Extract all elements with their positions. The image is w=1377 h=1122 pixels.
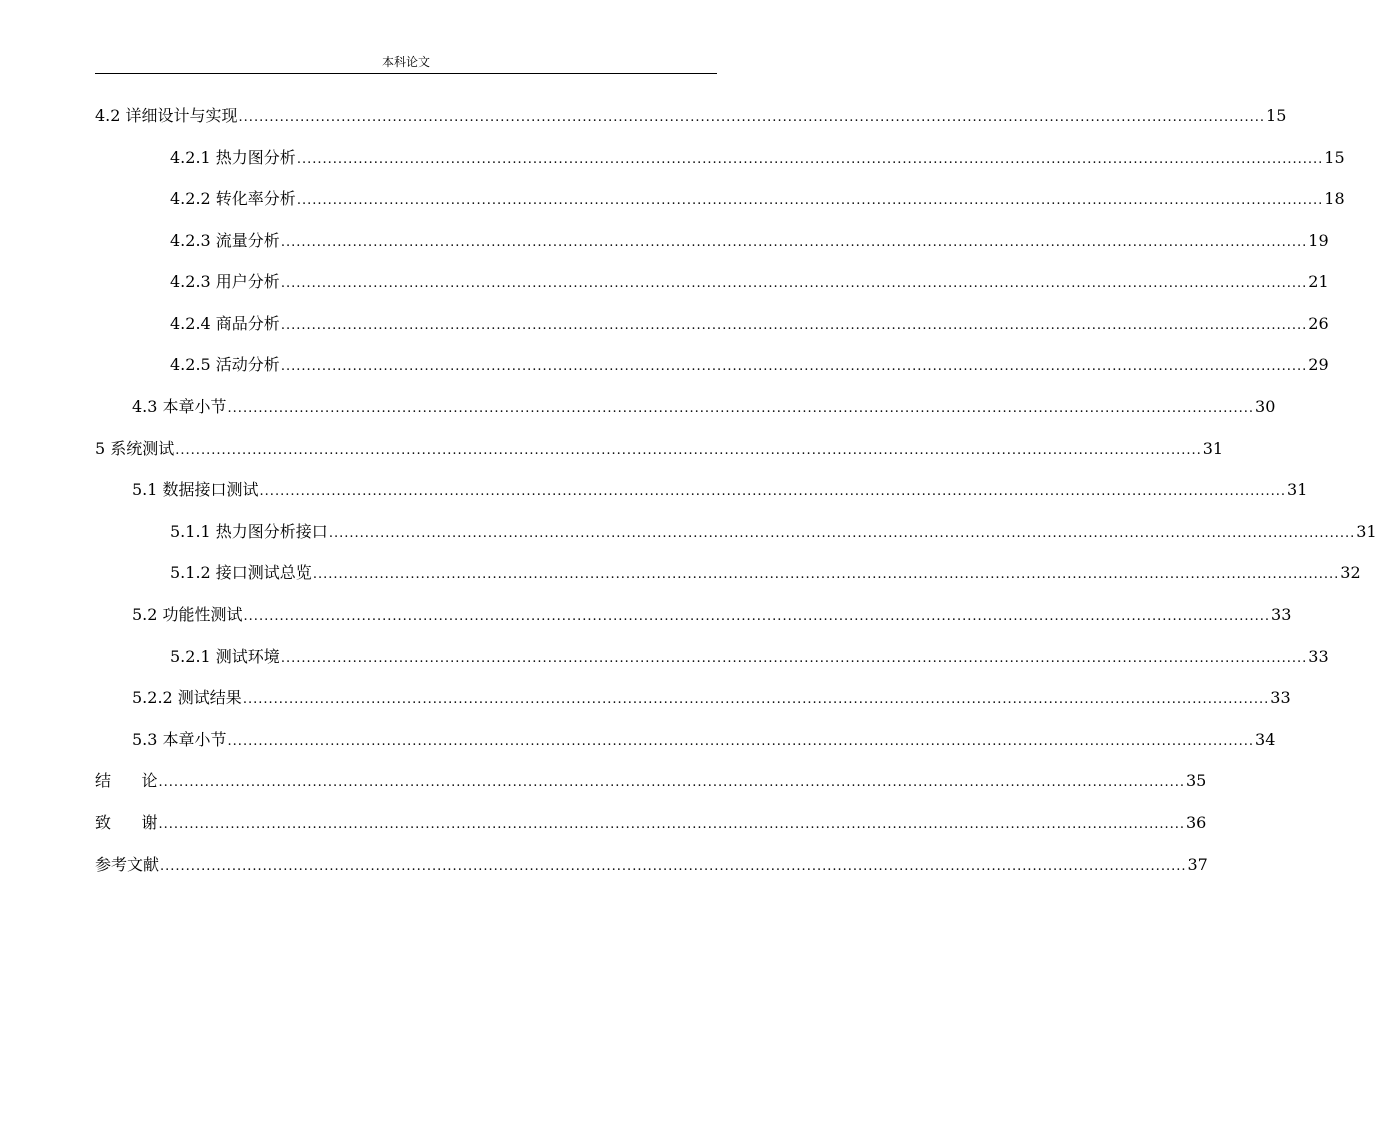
toc-entry-page: 26 (1308, 314, 1329, 333)
toc-entry-page: 31 (1356, 522, 1377, 541)
toc-entry[interactable] (95, 853, 1208, 877)
toc-entry-page: 35 (1186, 771, 1207, 790)
toc-entry-page: 33 (1308, 647, 1329, 666)
toc-entry[interactable] (170, 561, 1361, 585)
toc-entry-title: 4.2 详细设计与实现 (95, 106, 238, 125)
toc-entry-page: 29 (1308, 355, 1329, 374)
toc-entry[interactable] (170, 187, 1345, 211)
toc-leader-dots: ........................................................................................................................................................................................................ (158, 817, 1185, 832)
toc-entry-page: 30 (1255, 397, 1276, 416)
toc-entry[interactable] (170, 229, 1329, 253)
toc-entry-title: 5.2.1 测试环境 (170, 647, 280, 666)
toc-entry-title: 4.2.1 热力图分析 (170, 148, 296, 167)
toc-entry[interactable] (132, 728, 1276, 752)
toc-entry-page: 31 (1202, 439, 1224, 458)
toc-leader-dots: ........................................................................................................................................................................................................ (227, 401, 1255, 416)
toc-entry-title: 5.1 数据接口测试 (132, 480, 259, 499)
toc-leader-dots: ........................................................................................................................................................................................................ (296, 152, 1324, 167)
toc-entry[interactable] (95, 811, 1207, 835)
toc-entry-title: 5.1.1 热力图分析接口 (170, 522, 328, 541)
toc-entry-title: 5.2.2 测试结果 (132, 688, 242, 707)
toc-entry-page: 37 (1187, 855, 1208, 874)
toc-entry[interactable] (95, 437, 1224, 461)
toc-entry-title: 致 谢 (95, 813, 158, 832)
toc-entry-page: 31 (1287, 480, 1308, 499)
toc-leader-dots: ........................................................................................................................................................................................................ (280, 276, 1308, 291)
toc-entry-page: 36 (1186, 813, 1207, 832)
toc-leader-dots: ........................................................................................................................................................................................................ (242, 692, 1270, 707)
toc-leader-dots: ........................................................................................................................................................................................................ (312, 567, 1340, 582)
toc-entry-title: 参考文献 (95, 855, 160, 874)
toc-entry[interactable] (132, 686, 1291, 710)
toc-leader-dots: ........................................................................................................................................................................................................ (158, 775, 1185, 790)
toc-entry-page: 33 (1271, 605, 1292, 624)
toc-entry[interactable] (170, 520, 1377, 544)
toc-entry-title: 5 系统测试 (95, 439, 175, 458)
toc-entry-title: 4.2.4 商品分析 (170, 314, 280, 333)
header-title: 本科论文 (381, 55, 430, 69)
toc-entry-title: 4.2.5 活动分析 (170, 355, 280, 374)
toc-entry-title: 4.3 本章小节 (132, 397, 227, 416)
toc-entry-title: 4.2.3 用户分析 (170, 272, 280, 291)
toc-leader-dots: ........................................................................................................................................................................................................ (160, 859, 1187, 874)
toc-leader-dots: ........................................................................................................................................................................................................ (175, 443, 1202, 458)
toc-entry[interactable] (170, 353, 1329, 377)
toc-leader-dots: ........................................................................................................................................................................................................ (328, 526, 1356, 541)
toc-entry[interactable] (132, 603, 1292, 627)
toc-entry-page: 34 (1255, 730, 1276, 749)
toc-entry-title: 结 论 (95, 771, 158, 790)
toc-entry-page: 15 (1266, 106, 1287, 125)
toc-entry-page: 21 (1308, 272, 1329, 291)
toc-entry[interactable] (95, 769, 1207, 793)
toc-leader-dots: ........................................................................................................................................................................................................ (280, 651, 1308, 666)
toc-entry-page: 19 (1308, 231, 1329, 250)
toc-entry-page: 15 (1324, 148, 1345, 167)
toc-entry-title: 5.1.2 接口测试总览 (170, 563, 312, 582)
toc-entry-title: 5.3 本章小节 (132, 730, 227, 749)
toc-entry[interactable] (170, 312, 1329, 336)
toc-leader-dots: ........................................................................................................................................................................................................ (238, 110, 1266, 125)
toc-entry-page: 18 (1324, 189, 1345, 208)
toc-leader-dots: ........................................................................................................................................................................................................ (296, 193, 1324, 208)
toc-entry-title: 4.2.2 转化率分析 (170, 189, 296, 208)
toc-leader-dots: ........................................................................................................................................................................................................ (280, 235, 1308, 250)
toc-entry[interactable] (132, 478, 1308, 502)
toc-entry[interactable] (95, 104, 1287, 128)
toc-entry[interactable] (170, 146, 1345, 170)
toc-entry[interactable] (170, 270, 1329, 294)
toc-leader-dots: ........................................................................................................................................................................................................ (280, 318, 1308, 333)
toc-entry[interactable] (132, 395, 1276, 419)
toc-leader-dots: ........................................................................................................................................................................................................ (243, 609, 1271, 624)
toc-entry-title: 5.2 功能性测试 (132, 605, 243, 624)
toc-entry-page: 33 (1270, 688, 1291, 707)
toc-entry-title: 4.2.3 流量分析 (170, 231, 280, 250)
toc-entry[interactable] (170, 645, 1329, 669)
toc-leader-dots: ........................................................................................................................................................................................................ (259, 484, 1287, 499)
toc-leader-dots: ........................................................................................................................................................................................................ (280, 359, 1308, 374)
toc-entry-page: 32 (1340, 563, 1361, 582)
toc-leader-dots: ........................................................................................................................................................................................................ (227, 734, 1255, 749)
